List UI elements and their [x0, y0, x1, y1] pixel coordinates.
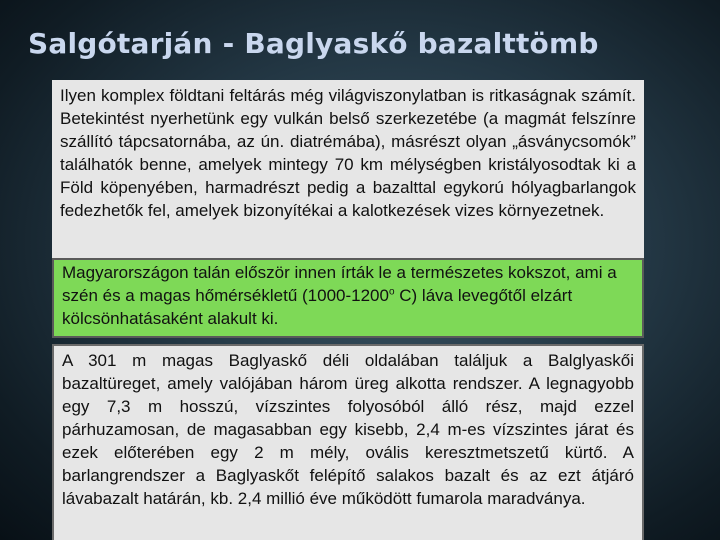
degree-sign: o: [388, 286, 395, 298]
paragraph-cave: A 301 m magas Baglyaskő déli oldalában találjuk a Balglyaskői bazaltüreget, amely valójában három üreg alkotta rendszer. A legnagyobb egy 7,3 m hosszú, vízszintes folyosóból álló rész, majd ezzel párhuzamosan, de magasabban egy kisebb, 2,4 m-es vízszintes járat és ezek előterében egy 2 m mély, ovális keresztmetszetű kürtő. A barlangrendszer a Baglyaskőt felépítő salakos bazalt és az ezt átjáró lávabazalt határán, kb. 2,4 millió éve működött fumarola maradványa.: [62, 351, 634, 508]
highlight-text-end: C) láva levegőtől elzárt kölcsönhatásaként alakult ki.: [62, 286, 573, 328]
paragraph-intro: Ilyen komplex földtani feltárás még világviszonylatban is ritkaságnak számít. Betekintést nyerhetünk egy vulkán belső szerkezetébe (a magmát felszínre szállító tápcsatornába, az ún. diatrémába), másrészt olyan „ásványcsomók” találhatók benne, amelyek mintegy 70 km mélységben kristályosodtak ki a Föld köpenyében, harmadrészt pedig a bazalttal egykorú hólyagbarlangok fedezhetők fel, amelyek bizonyítékai a kalotkezések vizes környezetnek.: [60, 86, 636, 220]
paragraph-highlight: [62, 261, 634, 330]
slide-title: Salgótarján - Baglyaskő bazalttömb: [28, 27, 599, 60]
text-box-cave: [52, 344, 644, 540]
text-box-intro: [52, 80, 644, 258]
text-box-highlight: [52, 258, 644, 338]
highlight-text-start: Magyarországon talán először innen írták le a természetes kokszot, ami a szén és a magas hőmérsékletű (1000-1200: [62, 263, 617, 305]
